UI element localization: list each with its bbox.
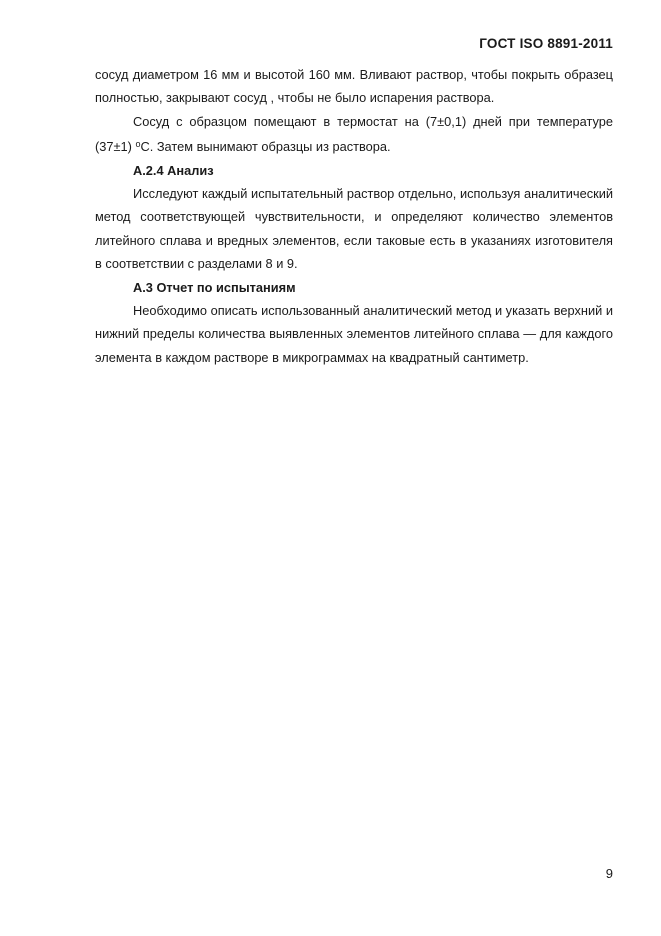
section-heading-test-report: А.3 Отчет по испытаниям [133,279,296,295]
paragraph-vessel-description: сосуд диаметром 16 мм и высотой 160 мм. Вливают раствор, чтобы покрыть образец полностью, закрывают сосуд , чтобы не было испарения раствора. [95,67,613,106]
degree-symbol: o [135,139,141,150]
paragraph-analysis: Исследуют каждый испытательный раствор отдельно, используя аналитический метод соответствующей чувствительности, и определяют количество элементов литейного сплава и вредных элементов, если таковые есть в указаниях изготовителя в соответствии с разделами 8 и 9. [95,186,613,272]
page-number: 9 [605,866,613,881]
section-heading-analysis: А.2.4 Анализ [133,162,214,178]
paragraph-report: Необходимо описать использованный аналитический метод и указать верхний и нижний пределы количества выявленных элементов литейного сплава — для каждого элемента в каждом растворе в микрограммах на квадратный сантиметр. [95,303,613,365]
paragraph-thermostat [95,110,613,159]
thermostat-text-end: С. Затем вынимают образцы из раствора. [140,139,391,155]
page-content [95,63,613,369]
standard-designation: ГОСТ ISO 8891-2011 [479,36,613,51]
thermostat-text-start: Сосуд с образцом помещают в термостат на (7±0,1) дней при температуре (37±1) [95,113,613,155]
